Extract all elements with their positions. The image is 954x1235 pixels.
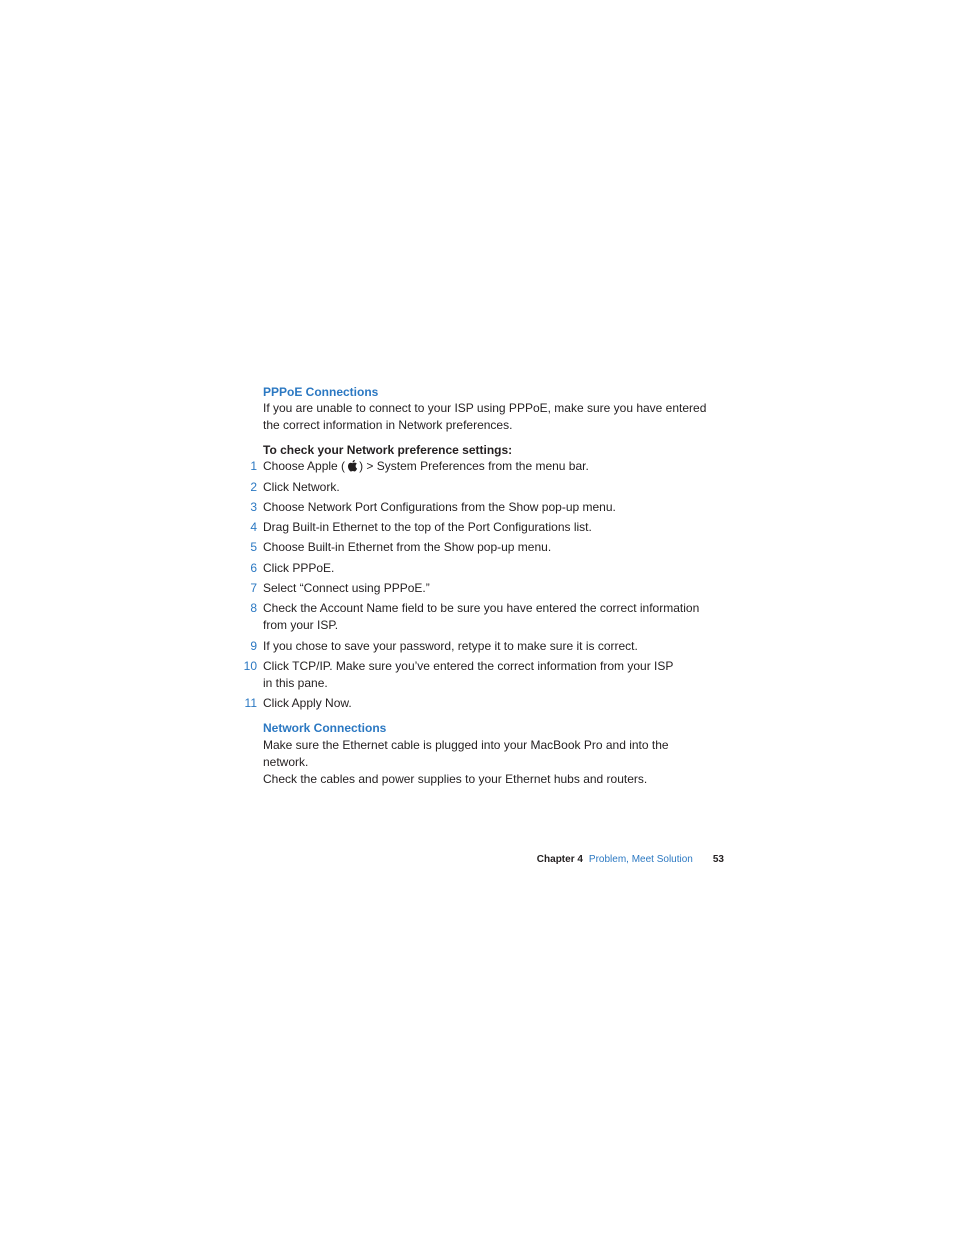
- step-number: 3: [250, 500, 257, 514]
- step-text: Click PPPoE.: [263, 561, 335, 575]
- step-text: Select “Connect using PPPoE.”: [263, 581, 430, 595]
- step-text: Choose Built-in Ethernet from the Show pop-up menu.: [263, 540, 552, 554]
- apple-menu-icon: [346, 459, 358, 472]
- footer-chapter: Chapter 4: [536, 854, 583, 865]
- section-heading-network: Network Connections: [263, 721, 387, 735]
- step-number: 6: [250, 561, 257, 575]
- step-number: 8: [250, 601, 257, 615]
- step-text-after: ) > System Preferences from the menu bar.: [359, 459, 589, 473]
- steps-lead-in: To check your Network preference settings:: [263, 443, 513, 457]
- page-number: 53: [712, 854, 724, 865]
- step-text-line: Check the Account Name field to be sure you have entered the correct information: [263, 601, 700, 615]
- pppoe-intro-paragraph: If you are unable to connect to your ISP using PPPoE, make sure you have entered the correct information in Network preferences.: [263, 401, 707, 432]
- step-text-before: Choose Apple (: [263, 459, 346, 473]
- step-text-line: in this pane.: [263, 676, 328, 690]
- paragraph-line: Make sure the Ethernet cable is plugged into your MacBook Pro and into the network.: [263, 738, 669, 769]
- step-number: 5: [250, 540, 257, 554]
- step-text-line: from your ISP.: [263, 618, 339, 632]
- step-number: 10: [243, 659, 257, 673]
- step-text: Click Network.: [263, 480, 340, 494]
- step-number: 9: [250, 639, 257, 653]
- step-number: 2: [250, 480, 257, 494]
- step-text: If you chose to save your password, retype it to make sure it is correct.: [263, 639, 638, 653]
- section-heading-pppoe: PPPoE Connections: [263, 385, 379, 399]
- network-paragraph: [263, 737, 708, 788]
- step-text-line: Click TCP/IP. Make sure you’ve entered the correct information from your ISP: [263, 659, 674, 673]
- step-number: 7: [250, 581, 257, 595]
- step-number: 11: [244, 696, 257, 710]
- page-footer: [537, 853, 724, 867]
- step-text: Drag Built-in Ethernet to the top of the Port Configurations list.: [263, 520, 592, 534]
- step-text: [263, 458, 703, 475]
- step-number: 1: [250, 459, 257, 473]
- paragraph-line: Check the cables and power supplies to your Ethernet hubs and routers.: [263, 772, 648, 786]
- step-text: Click Apply Now.: [263, 696, 352, 710]
- step-number: 4: [250, 520, 257, 534]
- footer-chapter-title: Problem, Meet Solution: [588, 854, 693, 865]
- step-text: Choose Network Port Configurations from the Show pop-up menu.: [263, 500, 616, 514]
- step-text: [263, 600, 703, 634]
- step-text: [263, 658, 703, 692]
